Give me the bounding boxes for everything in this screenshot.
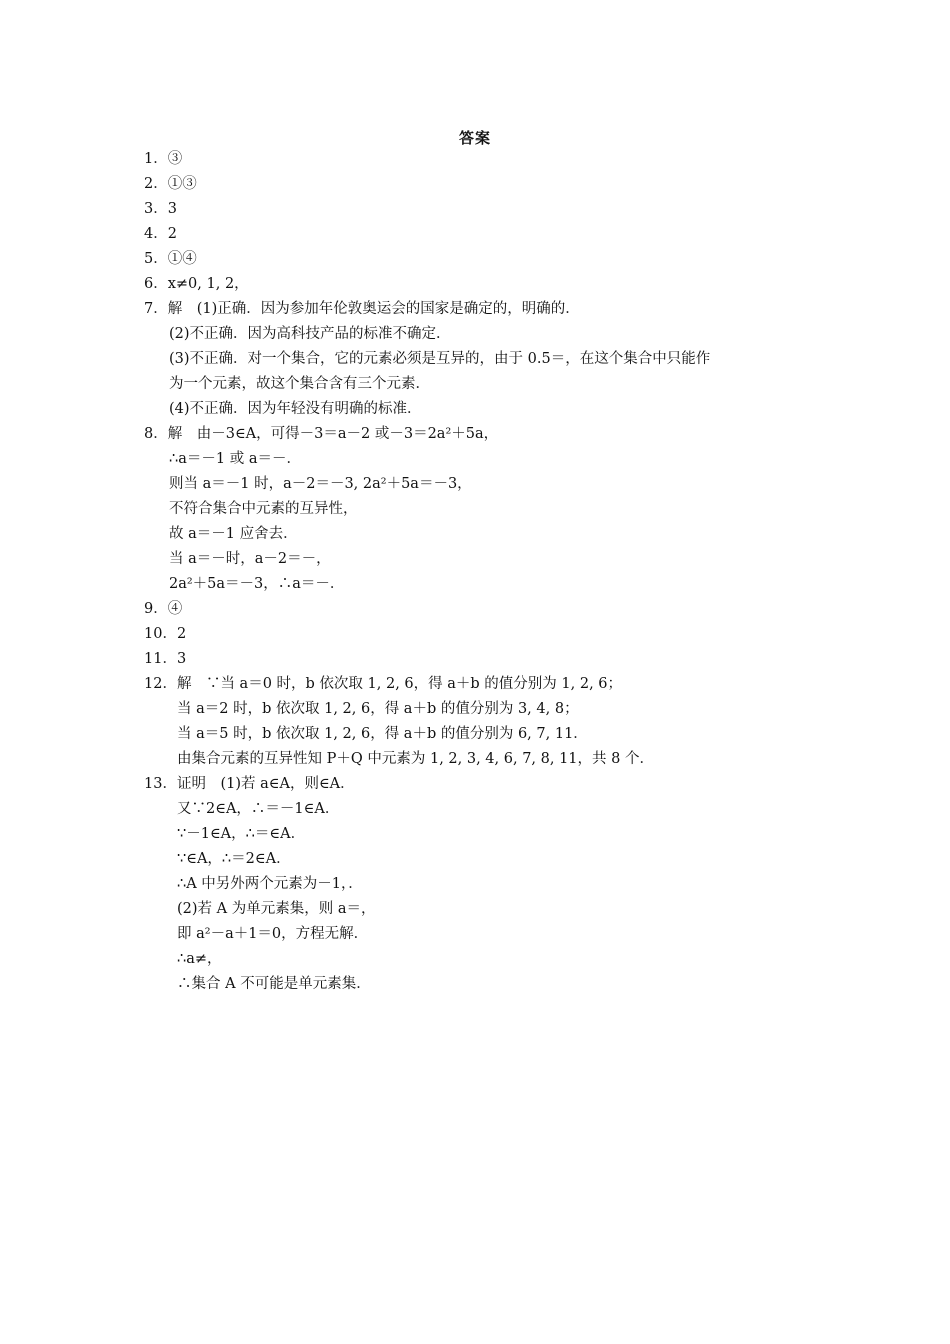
answer-line: ∵∈A，∴＝2∈A． (177, 851, 291, 867)
answer-line: 13．证明 (1)若 a∈A，则∈A． (144, 776, 355, 792)
answer-line: 2．①③ (144, 176, 197, 192)
answer-line: 不符合集合中元素的互异性， (169, 501, 358, 517)
answer-line: ∴a＝－1 或 a＝－． (169, 451, 301, 467)
answer-line: 4．2 (144, 226, 177, 242)
answer-line: 5．①④ (144, 251, 197, 267)
answer-line: ∵－1∈A，∴＝∈A． (177, 826, 306, 842)
answer-line: 10．2 (144, 626, 187, 642)
answer-line: 当 a＝2 时，b 依次取 1, 2, 6，得 a＋b 的值分别为 3, 4, 8； (177, 701, 579, 717)
answer-line: (4)不正确．因为年轻没有明确的标准． (169, 401, 422, 417)
answer-line: 故 a＝－1 应舍去． (169, 526, 298, 542)
answer-line: 9．④ (144, 601, 183, 617)
answer-line: 7．解 (1)正确．因为参加年伦敦奥运会的国家是确定的，明确的． (144, 301, 580, 317)
answer-line: 1．③ (144, 151, 183, 167)
answer-line: 2a²＋5a＝－3，∴a＝－． (169, 576, 345, 592)
answer-line: ∴A 中另外两个元素为－1，． (177, 876, 363, 892)
answer-line: 8．解 由－3∈A，可得－3＝a－2 或－3＝2a²＋5a， (144, 426, 499, 442)
answer-line: 又∵2∈A，∴＝－1∈A． (177, 801, 340, 817)
answer-line: 则当 a＝－1 时，a－2＝－3, 2a²＋5a＝－3， (169, 476, 472, 492)
answer-line: ∴a≠， (177, 951, 222, 967)
answer-line: 为一个元素，故这个集合含有三个元素． (169, 376, 430, 392)
answer-line: 即 a²－a＋1＝0，方程无解． (177, 926, 369, 942)
answer-line: 6．x≠0, 1, 2， (144, 276, 249, 292)
answer-line: (2)若 A 为单元素集，则 a＝， (177, 901, 376, 917)
answer-line: 12．解 ∵当 a＝0 时，b 依次取 1, 2, 6，得 a＋b 的值分别为 1, 2, 6； (144, 676, 623, 692)
page-title: 答案 (458, 129, 491, 147)
answer-line: ∴集合 A 不可能是单元素集． (177, 976, 371, 992)
answer-line: 11．3 (144, 651, 187, 667)
answer-line: 由集合元素的互异性知 P＋Q 中元素为 1, 2, 3, 4, 6, 7, 8, 11，共 8 个． (177, 751, 654, 767)
answer-line: 3．3 (144, 201, 177, 217)
answer-line: 当 a＝5 时，b 依次取 1, 2, 6，得 a＋b 的值分别为 6, 7, 11． (177, 726, 588, 742)
answer-list (144, 147, 834, 997)
answer-line: 当 a＝－时，a－2＝－， (169, 551, 331, 567)
answer-line: (3)不正确．对一个集合，它的元素必须是互异的，由于 0.5＝，在这个集合中只能作 (169, 351, 711, 367)
answer-line: (2)不正确．因为高科技产品的标准不确定． (169, 326, 451, 342)
